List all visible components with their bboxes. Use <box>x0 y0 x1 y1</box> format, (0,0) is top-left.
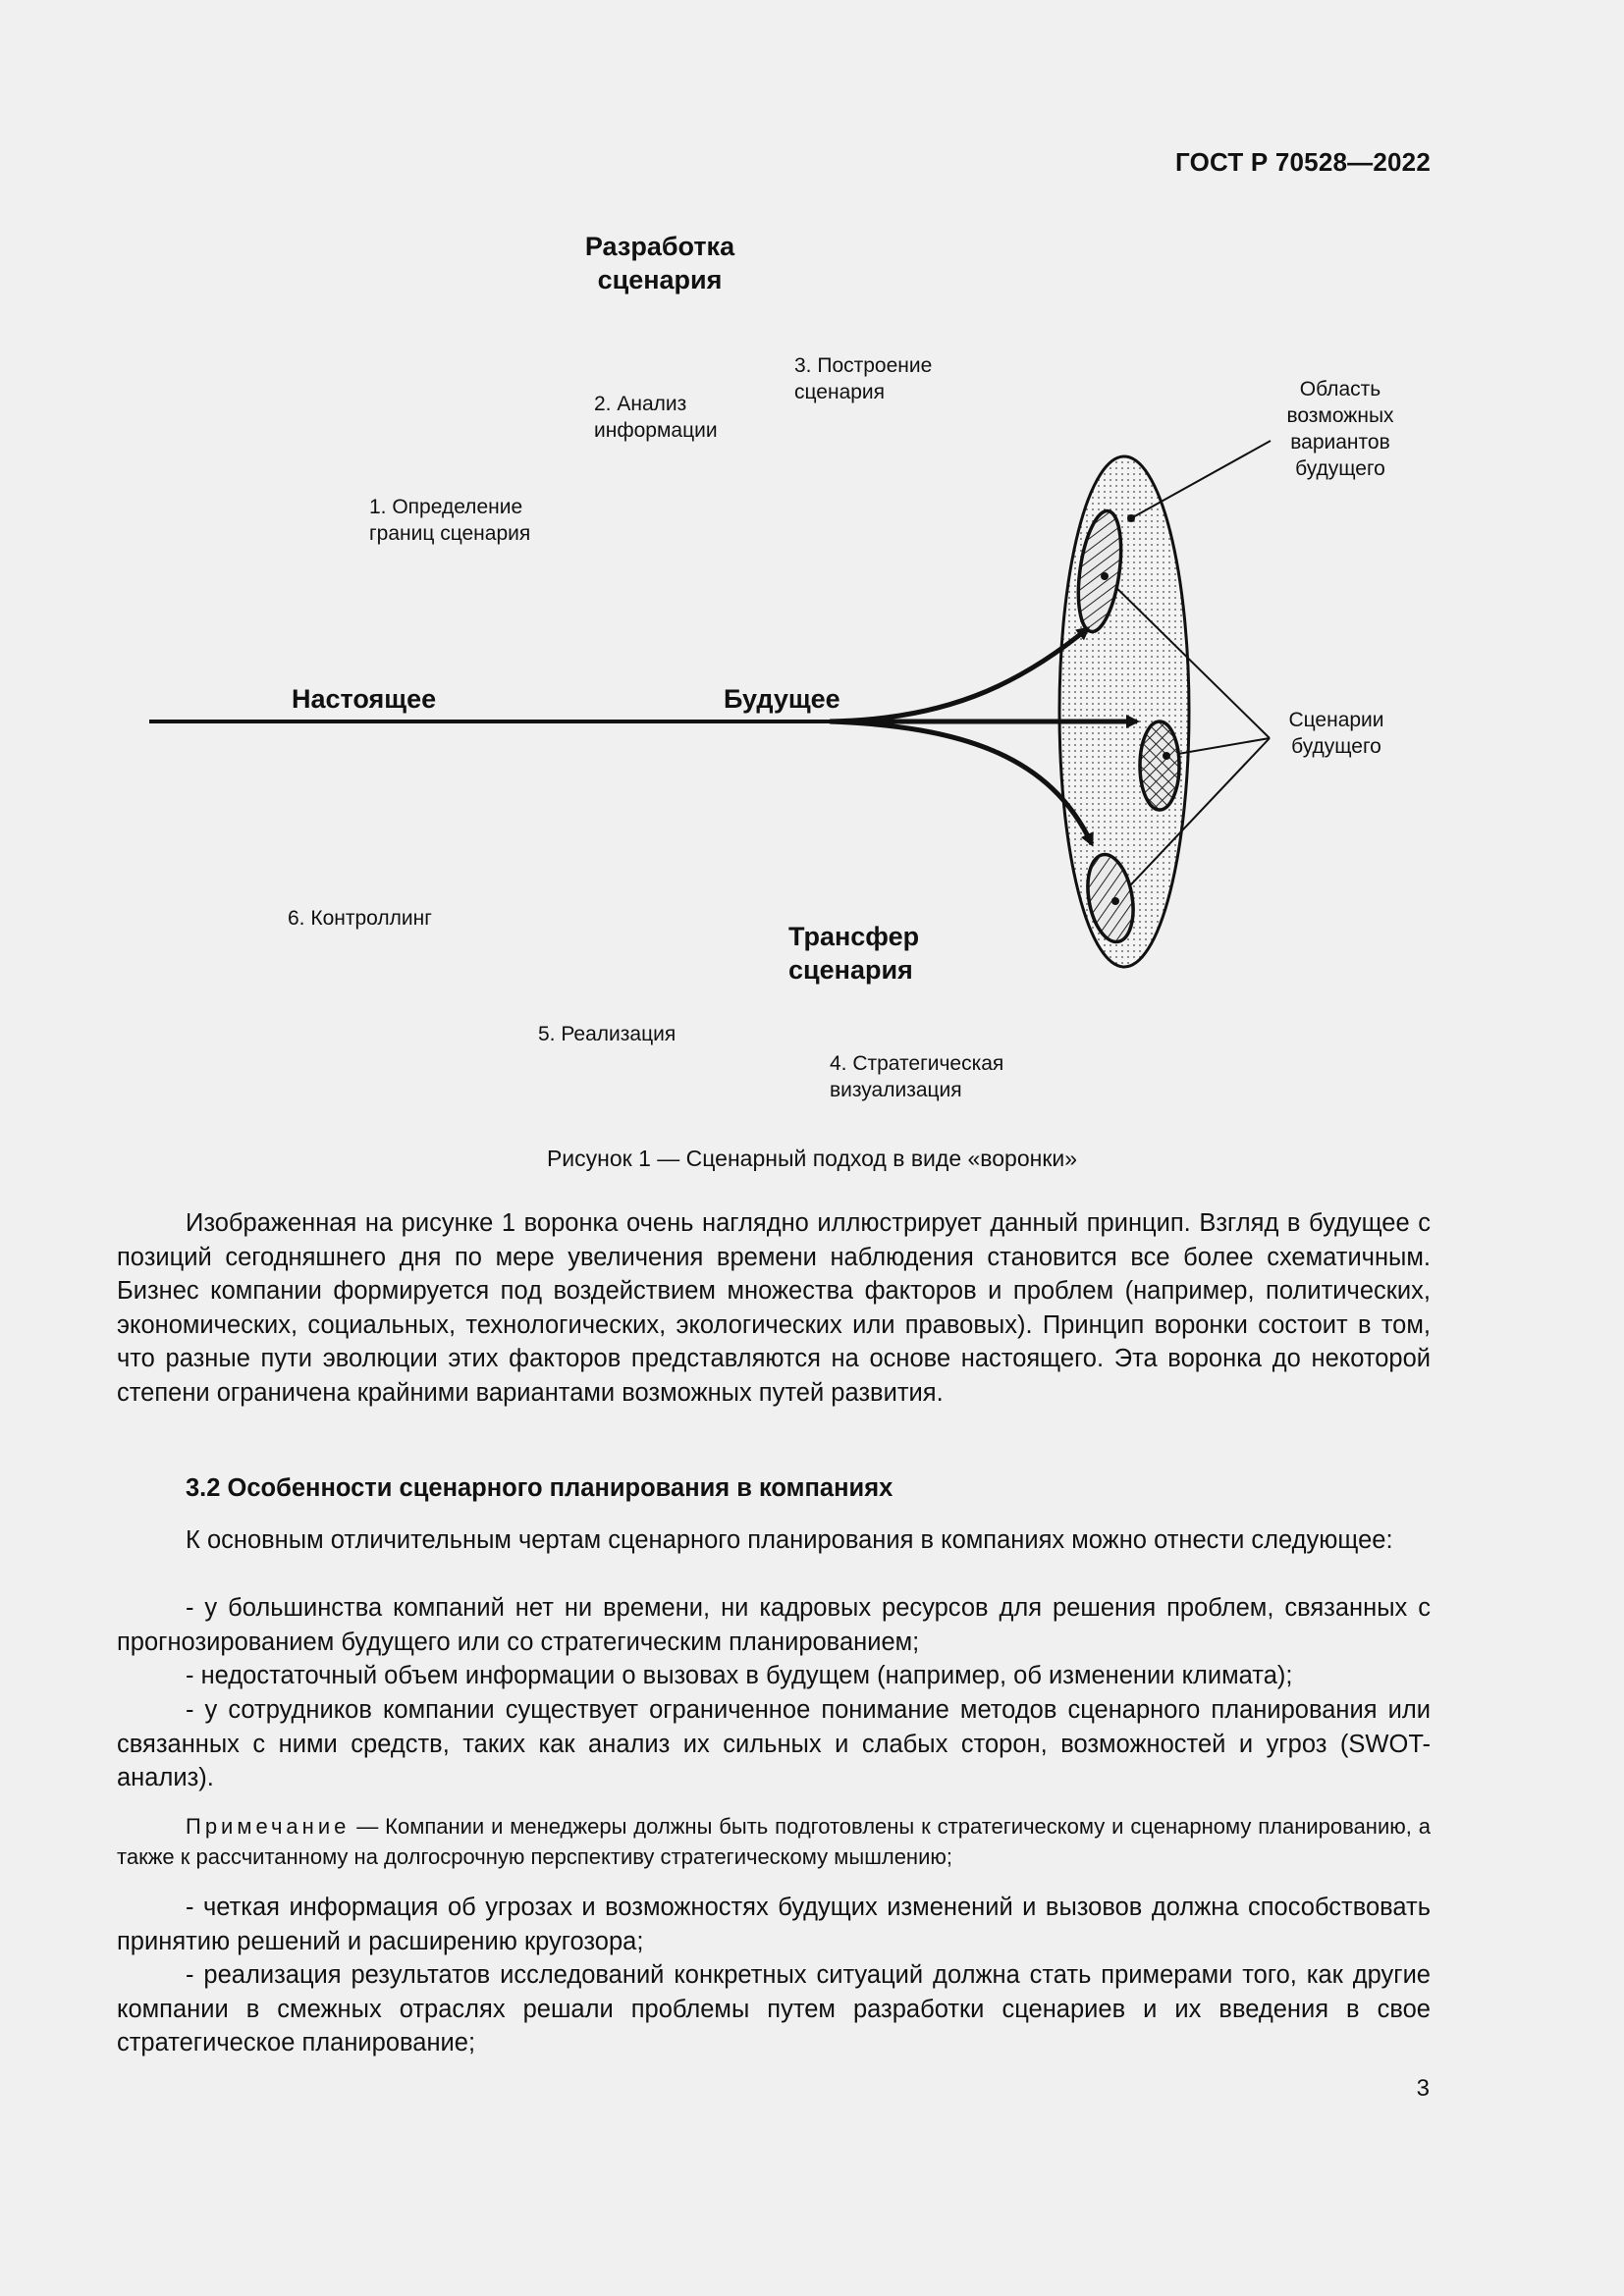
diagram-title: Разработка сценария <box>584 232 735 294</box>
arrow-down <box>830 721 1092 844</box>
paragraph-funnel: Изображенная на рисунке 1 воронка очень наглядно иллюстрирует данный принцип. Взгляд в будущее с позиций сегодняшнего дня по мере увеличения времени наблюдения становится все более схематичным. Бизнес компании формируется под воздействием множества факторов и проблем (например, политических, экономических, социальных, технологических, экологических или правовых). Принцип воронки состоит в том, что разные пути эволюции этих факторов представляются на основе настоящего. Эта воронка до некоторой степени ограничена крайними вариантами возможных путей развития. <box>117 1209 1431 1407</box>
future-label: Будущее <box>724 684 840 714</box>
scenario-ellipse-middle <box>1140 721 1179 810</box>
figure-caption: Рисунок 1 — Сценарный подход в виде «воронки» <box>546 1146 1078 1171</box>
step-3-label: 3. Построение сценария <box>794 354 933 403</box>
paragraph-features: К основным отличительным чертам сценарного планирования в компаниях можно отнести следующее: <box>186 1526 1393 1554</box>
scenarios-label: Сценарии будущего <box>1288 709 1384 758</box>
section-heading: 3.2 Особенности сценарного планирования в компаниях <box>186 1474 893 1502</box>
list-item-2: - недостаточный объем информации о вызовах в будущем (например, об изменении климата); <box>186 1662 1293 1689</box>
list-item-4: - четкая информация об угрозах и возможностях будущих изменений и вызовов должна способствовать принятию решений и расширению кругозора; <box>117 1894 1431 1955</box>
note-text: — Компании и менеджеры должны быть подготовлены к стратегическому и сценарному планированию, а также к рассчитанному на долгосрочную перспективу стратегическому мышлению; <box>117 1814 1431 1869</box>
present-label: Настоящее <box>292 684 437 714</box>
step-4-label: 4. Стратегическая визуализация <box>830 1052 1004 1101</box>
document-header: ГОСТ Р 70528—2022 <box>1175 147 1431 177</box>
step-6-label: 6. Контроллинг <box>288 907 432 930</box>
note <box>117 1811 1431 1872</box>
area-label: Область возможных вариантов будущего <box>1286 378 1394 480</box>
step-2-label: 2. Анализ информации <box>594 393 718 442</box>
step-5-label: 5. Реализация <box>538 1023 677 1045</box>
list-item-3: - у сотрудников компании существует ограниченное понимание методов сценарного планирования или связанных с ними средств, таких как анализ их сильных и слабых сторон, возможностей и угроз (SWOT-анализ). <box>117 1696 1431 1791</box>
note-label: Примечание <box>186 1814 351 1839</box>
list-item-1: - у большинства компаний нет ни времени, ни кадровых ресурсов для решения проблем, связанных с прогнозированием будущего или со стратегическим планированием; <box>117 1594 1431 1656</box>
page-number: 3 <box>1416 2075 1430 2102</box>
list-item-5: - реализация результатов исследований конкретных ситуаций должна стать примерами того, как другие компании в смежных отраслях решали проблемы путем разработки сценариев и их введения в свое стратегическое планирование; <box>117 1961 1431 2056</box>
arrow-up <box>830 628 1088 721</box>
transfer-label: Трансфер сценария <box>788 922 920 985</box>
step-1-label: 1. Определение границ сценария <box>369 496 531 545</box>
